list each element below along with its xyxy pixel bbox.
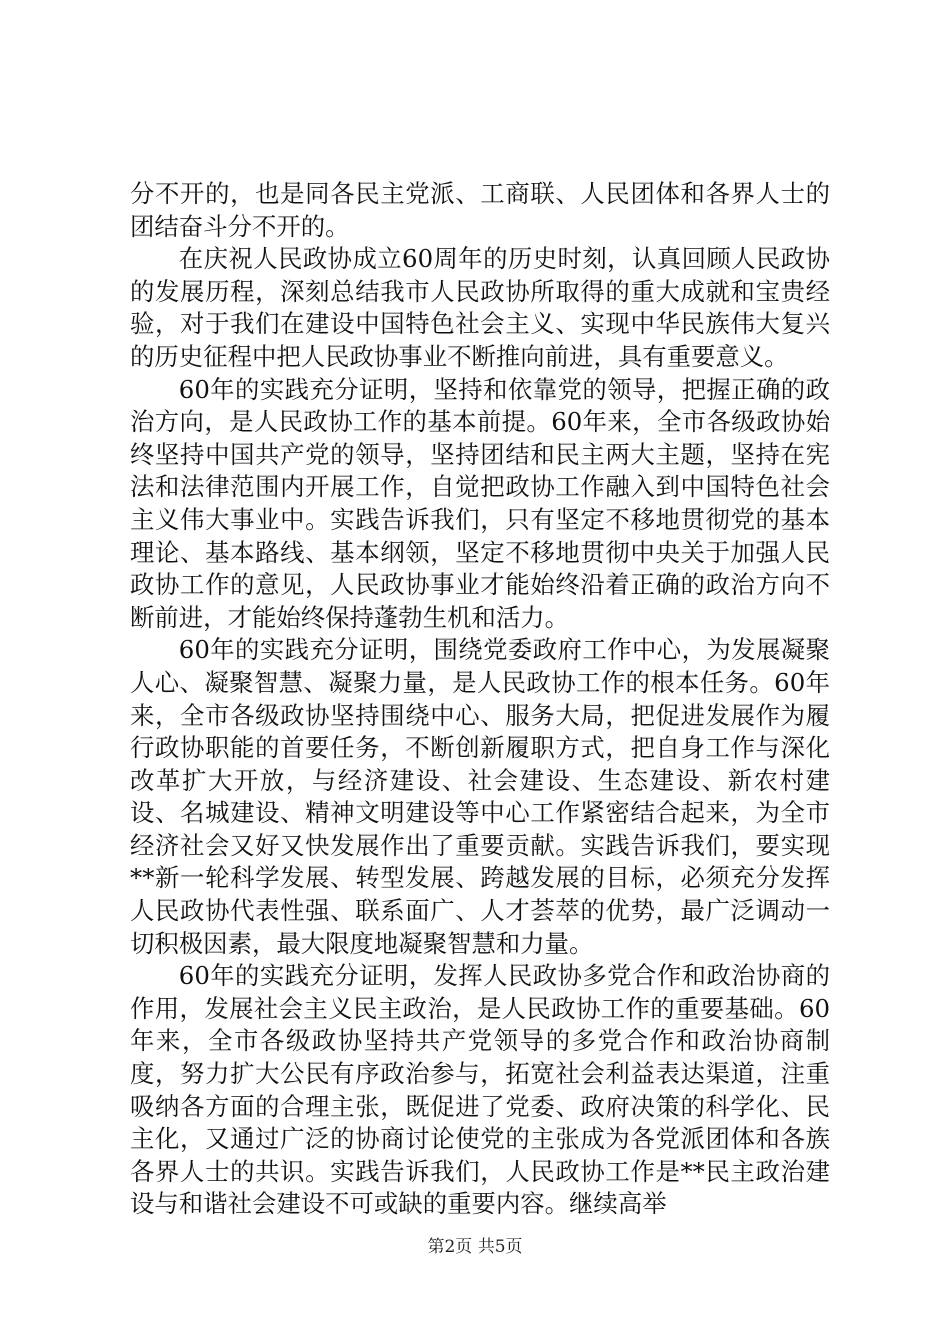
paragraph-party-leadership: 60年的实践充分证明，坚持和依靠党的领导，把握正确的政治方向，是人民政协工作的基本前提。60年来，全市各级政协始终坚持中国共产党的领导，坚持团结和民主两大主题，坚持在宪法和法律范围内开展工作，自觉把政协工作融入到中国特色社会主义伟大事业中。实践告诉我们，只有坚定不移地贯彻党的基本理论、基本路线、基本纲领，坚定不移地贯彻中央关于加强人民政协工作的意见，人民政协事业才能始终沿着正确的政治方向不断前进，才能始终保持蓬勃生机和活力。: [130, 374, 830, 632]
paragraph-multiparty-cooperation: 60年的实践充分证明，发挥人民政协多党合作和政治协商的作用，发展社会主义民主政治，是人民政协工作的重要基础。60年来，全市各级政协坚持共产党领导的多党合作和政治协商制度，努力扩大公民有序政治参与，拓宽社会利益表达渠道，注重吸纳各方面的合理主张，既促进了党委、政府决策的科学化、民主化，又通过广泛的协商讨论使党的主张成为各党派团体和各族各界人士的共识。实践告诉我们，人民政协工作是**民主政治建设与和谐社会建设不可或缺的重要内容。继续高举: [130, 961, 830, 1219]
paragraph-anniversary: 在庆祝人民政协成立60周年的历史时刻，认真回顾人民政协的发展历程，深刻总结我市人民政协所取得的重大成就和宝贵经验，对于我们在建设中国特色社会主义、实现中华民族伟大复兴的历史征程中把人民政协事业不断推向前进，具有重要意义。: [130, 244, 830, 371]
paragraph-continued: 分不开的，也是同各民主党派、工商联、人民团体和各界人士的团结奋斗分不开的。: [130, 179, 830, 241]
page-number-footer: 第2页 共5页: [427, 1237, 523, 1257]
document-body: [130, 178, 830, 1221]
paragraph-central-task: 60年的实践充分证明，围绕党委政府工作中心，为发展凝聚人心、凝聚智慧、凝聚力量，是人民政协工作的根本任务。60年来，全市各级政协坚持围绕中心、服务大局，把促进发展作为履行政协职能的首要任务，不断创新履职方式，把自身工作与深化改革扩大开放，与经济建设、社会建设、生态建设、新农村建设、名城建设、精神文明建设等中心工作紧密结合起来，为全市经济社会又好又快发展作出了重要贡献。实践告诉我们，要实现**新一轮科学发展、转型发展、跨越发展的目标，必须充分发挥人民政协代表性强、联系面广、人才荟萃的优势，最广泛调动一切积极因素，最大限度地凝聚智慧和力量。: [130, 635, 830, 958]
